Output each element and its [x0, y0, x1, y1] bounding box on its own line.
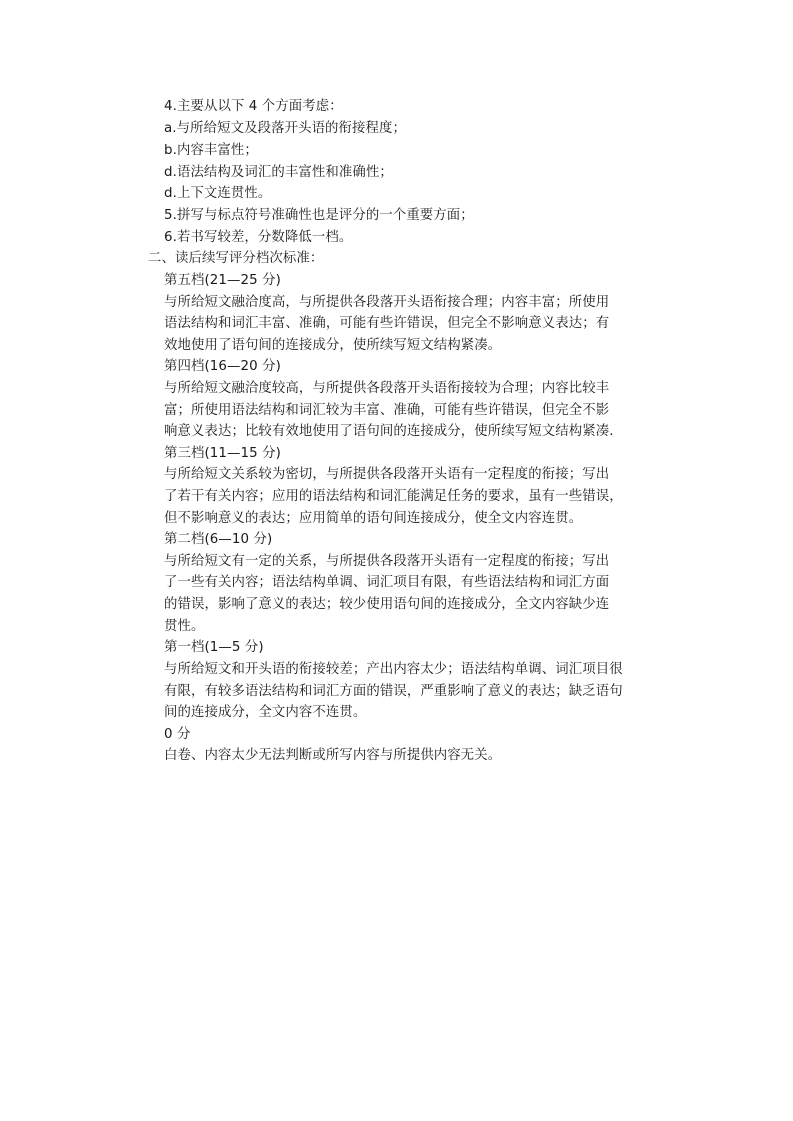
level-title: 第三档(11—15 分) — [164, 446, 281, 461]
level-text: 语法结构和词汇丰富、准确，可能有些许错误，但完全不影响意义表达；有 — [164, 316, 610, 331]
level-title: 0 分 — [164, 727, 191, 742]
level-text: 间的连接成分，全文内容不连贯。 — [164, 705, 367, 720]
level-text: 但不影响意义的表达；应用简单的语句间连接成分，使全文内容连贯。 — [164, 511, 583, 526]
level-text: 的错误，影响了意义的表达；较少使用语句间的连接成分，全文内容缺少连 — [164, 597, 610, 612]
level-text: 贯性。 — [164, 619, 205, 634]
criterion-6: 6.若书写较差，分数降低一档。 — [164, 230, 353, 245]
level-text: 响意义表达；比较有效地使用了语句间的连接成分，使所续写短文结构紧凑. — [164, 424, 614, 439]
level-text: 与所给短文和开头语的衔接较差；产出内容太少；语法结构单调、词汇项目很 — [164, 662, 623, 677]
level-text: 与所给短文关系较为密切，与所提供各段落开头语有一定程度的衔接；写出 — [164, 467, 610, 482]
level-text: 有限，有较多语法结构和词汇方面的错误，严重影响了意义的表达；缺乏语句 — [164, 684, 623, 699]
level-title: 第四档(16—20 分) — [164, 359, 281, 374]
level-text: 白卷、内容太少无法判断或所写内容与所提供内容无关。 — [164, 748, 502, 763]
criterion-5: 5.拼写与标点符号准确性也是评分的一个重要方面； — [164, 208, 474, 223]
level-title: 第一档(1—5 分) — [164, 640, 264, 655]
level-text: 与所给短文有一定的关系，与所提供各段落开头语有一定程度的衔接；写出 — [164, 554, 610, 569]
level-title: 第二档(6—10 分) — [164, 532, 273, 547]
criterion-4b: b.内容丰富性； — [164, 143, 258, 158]
level-text: 富；所使用语法结构和词汇较为丰富、准确，可能有些许错误，但完全不影 — [164, 403, 610, 418]
level-text: 了若干有关内容；应用的语法结构和词汇能满足任务的要求，虽有一些错误， — [164, 489, 623, 504]
level-text: 效地使用了语句间的连接成分，使所续写短文结构紧凑。 — [164, 338, 502, 353]
criterion-4: 4.主要从以下 4 个方面考虑： — [164, 99, 343, 114]
criterion-4d: d.上下文连贯性。 — [164, 186, 272, 201]
level-text: 了一些有关内容；语法结构单调、词汇项目有限，有些语法结构和词汇方面 — [164, 575, 610, 590]
section-title: 二、读后续写评分档次标准： — [148, 251, 324, 266]
level-title: 第五档(21—25 分) — [164, 273, 281, 288]
level-text: 与所给短文融洽度较高，与所提供各段落开头语衔接较为合理；内容比较丰 — [164, 381, 610, 396]
criterion-4c: d.语法结构及词汇的丰富性和准确性； — [164, 165, 393, 180]
criterion-4a: a.与所给短文及段落开头语的衔接程度； — [164, 121, 407, 136]
level-text: 与所给短文融洽度高，与所提供各段落开头语衔接合理；内容丰富；所使用 — [164, 295, 610, 310]
